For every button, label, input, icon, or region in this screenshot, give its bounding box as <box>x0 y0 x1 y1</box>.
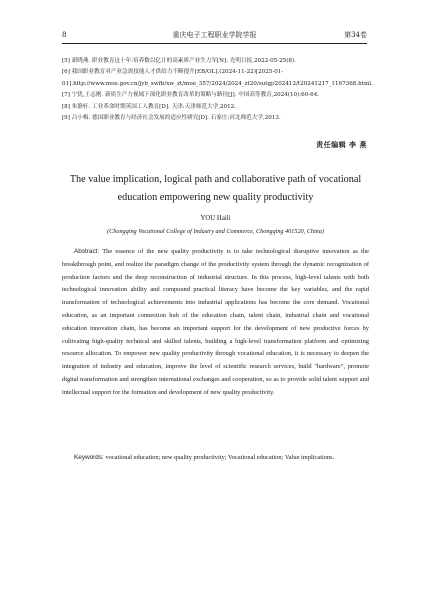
keywords <box>62 452 369 465</box>
keywords-text: vocational education; new quality productivity; Vocational education; Value implications. <box>105 454 335 461</box>
abstract-label: Abstract: <box>74 248 100 255</box>
english-title <box>62 171 369 207</box>
abstract <box>62 246 369 400</box>
reference-item: [6] 我国职业教育对产业急需技能人才供给力不断提升[EB/OL].(2024-11-22)[2025-01-01].http://www.moe.gov.cn/jyb_xwfb/xw_zt/moe_357/2024/2024_zt20/sutgj/202412/t20241217_1167368.html. <box>62 69 373 87</box>
reference-item: [7] 宁犹,王志刚. 新质生产力视域下深化职业教育改革的策略与路径[J]. 中国高等教育,2024(10):60-64. <box>62 92 320 99</box>
reference-item: [9] 吕小梅. 德国职业教育与经济社会发展的适应性研究[D]. 石家庄:河北师范大学,2013. <box>62 115 281 122</box>
reference-item: [8] 朱静轩. 工业革命时期英国工人教育[D]. 天津:天津师范大学,2012. <box>62 103 236 110</box>
author-affiliation: (Chongqing Vocational College of Industry and Commerce, Chongqing 401520, China) <box>107 228 324 235</box>
page-number: 8 <box>62 31 67 39</box>
title-line: The value implication, logical path and collaborative path of vocational <box>69 174 362 185</box>
journal-name: 重庆电子工程职业学院学报 <box>172 31 257 39</box>
title-line: education empowering new quality productivity <box>117 192 314 203</box>
volume-label: 第34卷 <box>344 31 367 39</box>
running-header <box>62 29 367 41</box>
keywords-label: Keywords: <box>74 454 104 461</box>
header-rule <box>62 43 367 44</box>
reference-list <box>62 56 373 124</box>
abstract-text: The essence of the new quality productivity is to take technological disruptive innovation as the breakthrough point, and realize the paradigm change of the productivity system through the dynamic recognization of production factors and the deep reconstruction of industrial structure. In this process, high-level talents with both technological innovation ability and compound practical literacy have become the key variables, and the rapid transformation of technological achievements into industrial applications has become the core demand. Vocational education, as an important connection hub of the education chain, talent chain, industrial chain and vocational education innovation chain, has become an important support for the development of new productive forces by cultivating high-quality technical and skilled talents, building a high-level transformation platform and optimizing resource allocation. To empower new quality productivity through vocational education, it is necessary to deepen the integration of industry and education, improve the level of scientific research services, build "hardware", promote digital transformation and strengthen international exchanges and cooperation, so as to provide solid talent support and intellectual support for the formation and development of new quality productivity. <box>62 248 369 396</box>
author-name: YOU Haili <box>200 215 231 222</box>
responsible-editor: 责任编辑 李 燕 <box>316 141 367 149</box>
reference-item: [5] 新晓燕. 职业教育这十年:培养数以亿计的高素质产业生力军[N]. 光明日报,2022-05-25(8). <box>62 58 296 64</box>
